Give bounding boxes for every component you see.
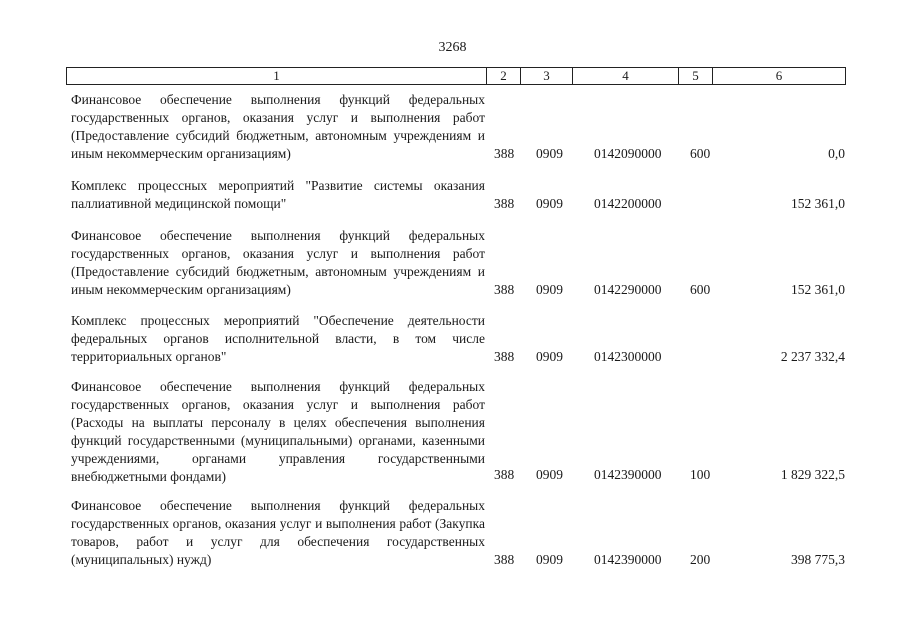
row-target-code: 0142390000: [594, 467, 662, 482]
row-amount: 0,0: [828, 146, 845, 161]
row-admin-code: 388: [494, 552, 515, 567]
row-expense-type: 600: [690, 146, 711, 161]
row-amount: 152 361,0: [791, 282, 845, 297]
column-header-6: 6: [775, 68, 783, 83]
row-amount: 2 237 332,4: [780, 349, 845, 364]
row-expense-type: 600: [690, 282, 711, 297]
row-description: Комплекс процессных мероприятий "Обеспечение деятельности федеральных органов исполнительной власти, в том числе территориальных органов": [71, 313, 485, 364]
row-description: Финансовое обеспечение выполнения функций федеральных государственных органов, оказания услуг и выполнения работ (Закупка товаров, работ и услуг для обеспечения государственных (муниципальных) нужд): [71, 498, 485, 567]
row-amount: 398 775,3: [791, 552, 845, 567]
row-target-code: 0142390000: [594, 552, 662, 567]
column-header-5: 5: [679, 68, 713, 84]
column-header-3: 3: [521, 68, 573, 84]
table-header: [66, 67, 846, 85]
column-header-1: 1: [67, 68, 487, 84]
row-target-code: 0142300000: [594, 349, 662, 364]
row-section-code: 0909: [536, 282, 563, 297]
page-number: 3268: [438, 40, 467, 55]
row-section-code: 0909: [536, 349, 563, 364]
row-description: Финансовое обеспечение выполнения функций федеральных государственных органов, оказания услуг и выполнения работ (Предоставление субсидий бюджетным, автономным учреждениям и иным некоммерческим организациям): [71, 92, 485, 161]
row-admin-code: 388: [494, 282, 515, 297]
row-target-code: 0142290000: [594, 282, 662, 297]
row-description: Комплекс процессных мероприятий "Развитие системы оказания паллиативной медицинской помощи": [71, 178, 485, 211]
row-description: Финансовое обеспечение выполнения функций федеральных государственных органов, оказания услуг и выполнения работ (Предоставление субсидий бюджетным, автономным учреждениям и иным некоммерческим организациям): [71, 228, 485, 297]
row-section-code: 0909: [536, 467, 563, 482]
row-admin-code: 388: [494, 349, 515, 364]
row-section-code: 0909: [536, 146, 563, 161]
row-description: Финансовое обеспечение выполнения функций федеральных государственных органов, оказания услуг и выполнения работ (Расходы на выплаты персоналу в целях обеспечения выполнения функций государственными (муниципальными) органами, казенными учреждениями, органами управления государственными внебюджетными фондами): [71, 379, 485, 484]
row-admin-code: 388: [494, 196, 515, 211]
row-target-code: 0142090000: [594, 146, 662, 161]
row-section-code: 0909: [536, 552, 563, 567]
row-admin-code: 388: [494, 467, 515, 482]
row-amount: 1 829 322,5: [780, 467, 845, 482]
column-header-2: 2: [487, 68, 521, 84]
row-target-code: 0142200000: [594, 196, 662, 211]
column-header-4: 4: [573, 68, 679, 84]
row-admin-code: 388: [494, 146, 515, 161]
row-section-code: 0909: [536, 196, 563, 211]
row-expense-type: 200: [690, 552, 711, 567]
row-amount: 152 361,0: [791, 196, 845, 211]
row-expense-type: 100: [690, 467, 711, 482]
